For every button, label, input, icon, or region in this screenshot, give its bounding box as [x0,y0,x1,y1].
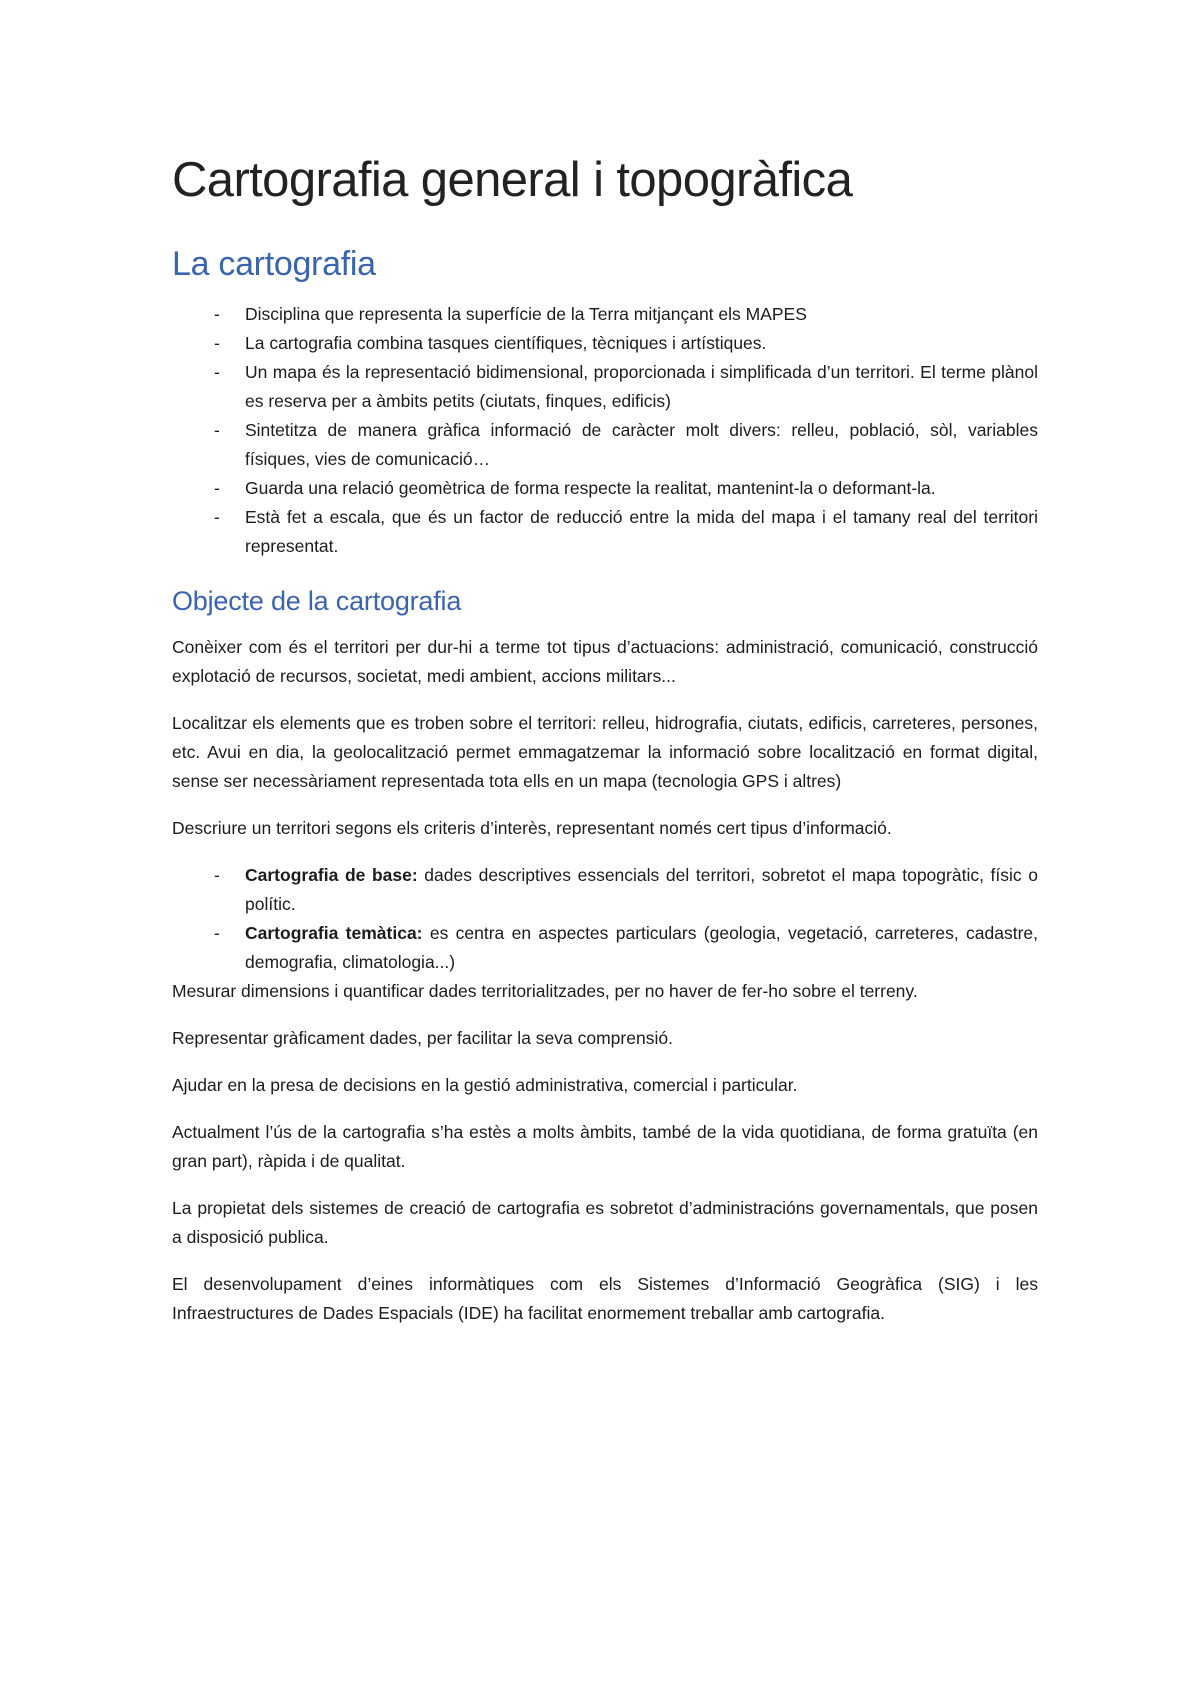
cartografia-types-list [172,861,1038,977]
document-body [172,148,1038,1346]
paragraph-ajudar: Ajudar en la presa de decisions en la gestió administrativa, comercial i particular. [172,1075,798,1095]
paragraph-coneixer: Conèixer com és el territori per dur-hi a terme tot tipus d’actuacions: administració, comunicació, construcció explotació de recursos, societat, medi ambient, accions militars... [172,637,1038,686]
list-item: - Disciplina que representa la superfície de la Terra mitjançant els MAPES [172,300,1038,329]
list-item-cartografia-tematica [172,919,1038,977]
paragraph-actualment: Actualment l’ús de la cartografia s’ha estès a molts àmbits, també de la vida quotidiana, de forma gratuïta (en gran part), ràpida i de qualitat. [172,1122,1038,1171]
list-item: - Està fet a escala, que és un factor de reducció entre la mida del mapa i el tamany real del territori representat. [172,503,1038,561]
list-item: - Guarda una relació geomètrica de forma respecte la realitat, mantenint-la o deformant-la. [172,474,1038,503]
document-title: Cartografia general i topogràfica [172,153,853,207]
list-item: - Sintetitza de manera gràfica informació de caràcter molt divers: relleu, població, sòl, variables físiques, vies de comunicació… [172,416,1038,474]
paragraph-mesurar: Mesurar dimensions i quantificar dades territorialitzades, per no haver de fer-ho sobre el terreny. [172,981,918,1001]
paragraph-localitzar: Localitzar els elements que es troben sobre el territori: relleu, hidrografia, ciutats, edificis, carreteres, persones, etc. Avui en dia, la geolocalització permet emmagatzemar la informació sobre localització en format digital, sense ser necessàriament representada tota ells en un mapa (tecnologia GPS i altres) [172,713,1038,791]
term-label: Cartografia temàtica: [245,923,423,943]
paragraph-propietat: La propietat dels sistemes de creació de cartografia es sobretot d’administracións governamentals, que posen a disposició publica. [172,1198,1038,1247]
cartografia-list [172,300,1038,561]
paragraph-desenvolupament: El desenvolupament d’eines informàtiques com els Sistemes d’Informació Geogràfica (SIG) i les Infraestructures de Dades Espacials (IDE) ha facilitat enormement treballar amb cartografia. [172,1274,1038,1323]
section-heading-la-cartografia: La cartografia [172,245,376,283]
term-description: es centra en aspectes particulars (geologia, vegetació, carreteres, cadastre, demografia, climatologia...) [245,923,1038,972]
list-item: - Un mapa és la representació bidimensional, proporcionada i simplificada d’un territori. El terme plànol es reserva per a àmbits petits (ciutats, finques, edificis) [172,358,1038,416]
term-label: Cartografia de base: [245,865,418,885]
section-heading-objecte: Objecte de la cartografia [172,586,462,616]
paragraph-representar: Representar gràficament dades, per facilitar la seva comprensió. [172,1028,673,1048]
paragraph-descriure: Descriure un territori segons els criteris d’interès, representant només cert tipus d’informació. [172,818,892,838]
list-item: - La cartografia combina tasques científiques, tècniques i artístiques. [172,329,1038,358]
term-description: dades descriptives essencials del territori, sobretot el mapa topogràtic, físic o polític. [245,865,1038,914]
list-item-cartografia-base [172,861,1038,919]
